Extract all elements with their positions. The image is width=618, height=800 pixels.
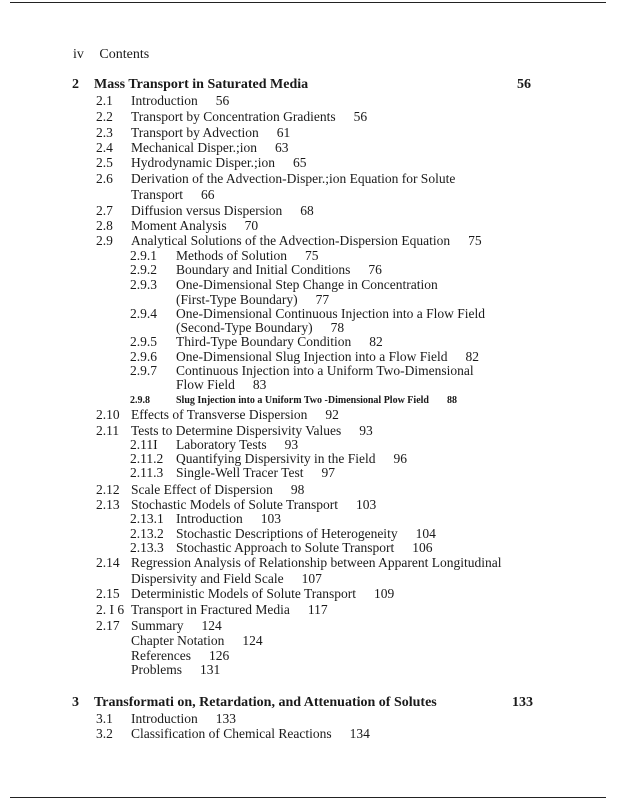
- entry-page: 77: [315, 292, 330, 307]
- entry-page: 103: [260, 511, 281, 526]
- entry-page: 83: [252, 377, 267, 392]
- running-header: [73, 47, 149, 63]
- entry-title: Third-Type Boundary Condition: [176, 334, 352, 349]
- entry-number: 2.12: [96, 482, 120, 497]
- entry-title: Chapter Notation: [131, 633, 225, 648]
- entry-number: 2.7: [96, 203, 113, 218]
- entry-title: Introduction: [131, 93, 198, 108]
- entry-number: 2.9.8: [130, 395, 150, 406]
- entry-number: 2.11: [96, 423, 120, 438]
- entry-title: (First-Type Boundary): [176, 292, 298, 307]
- entry-number: 2.13: [96, 497, 120, 512]
- entry-title: Transport by Advection: [131, 125, 259, 140]
- entry-page: 76: [368, 262, 382, 277]
- entry-page: 109: [374, 586, 395, 601]
- chapter-number: 2: [72, 77, 79, 92]
- chapter-page: 133: [512, 695, 533, 710]
- entry-page: 93: [359, 423, 373, 438]
- entry-page: 93: [284, 437, 299, 452]
- entry-title: One-Dimensional Slug Injection into a Flow Field: [176, 349, 448, 364]
- entry-number: 2.10: [96, 407, 120, 422]
- entry-page: 103: [356, 497, 377, 512]
- entry-title: References: [131, 648, 191, 663]
- entry-title: Hydrodynamic Disper.;ion: [131, 155, 275, 170]
- entry-number: 2.9.7: [130, 363, 157, 378]
- entry-page: 92: [325, 407, 339, 422]
- entry-page: 96: [393, 451, 407, 466]
- chapter-title: Transformati on, Retardation, and Attenuation of Solutes: [94, 695, 437, 710]
- entry-title: Classification of Chemical Reactions: [131, 726, 332, 741]
- entry-number: 2.9.3: [130, 277, 157, 292]
- entry-number: 3.2: [96, 726, 113, 741]
- entry-title: Derivation of the Advection-Disper.;ion Equation for Solute: [131, 171, 456, 186]
- entry-title: Stochastic Approach to Solute Transport: [176, 540, 395, 555]
- entry-page: 75: [468, 233, 482, 248]
- entry-title: Boundary and Initial Conditions: [176, 262, 351, 277]
- entry-title: Continuous Injection into a Uniform Two-Dimensional: [176, 363, 474, 378]
- entry-page: 68: [300, 203, 314, 218]
- entry-page: 88: [446, 395, 457, 406]
- entry-page: 56: [353, 109, 368, 124]
- entry-number: 3.1: [96, 711, 113, 726]
- entry-title: One-Dimensional Step Change in Concentration: [176, 277, 438, 292]
- entry-number: 2.4: [96, 140, 113, 155]
- entry-page: 104: [415, 526, 436, 541]
- entry-title: Stochastic Models of Solute Transport: [131, 497, 339, 512]
- entry-title: Single-Well Tracer Test: [176, 465, 304, 480]
- entry-title: Transport: [131, 187, 184, 202]
- entry-number: 2.11I: [130, 437, 158, 452]
- entry-number: 2.9.5: [130, 334, 157, 349]
- entry-title: Introduction: [176, 511, 243, 526]
- entry-page: 134: [349, 726, 370, 741]
- entry-number: 2.11.3: [130, 465, 164, 480]
- entry-title: Scale Effect of Dispersion: [131, 482, 273, 497]
- entry-page: 124: [242, 633, 263, 648]
- entry-number: 2.3: [96, 125, 113, 140]
- entry-page: 131: [200, 662, 221, 677]
- entry-page: 117: [307, 602, 328, 617]
- entry-title: Diffusion versus Dispersion: [131, 203, 283, 218]
- bottom-rule: [10, 797, 606, 798]
- entry-number: 2.11.2: [130, 451, 164, 466]
- entry-page: 97: [321, 465, 335, 480]
- header-title: Contents: [99, 47, 150, 62]
- entry-number: 2.17: [96, 618, 120, 633]
- entry-number: 2.9.1: [130, 248, 157, 263]
- entry-title: Mechanical Disper.;ion: [131, 140, 257, 155]
- entry-title: Slug Injection into a Uniform Two -Dimensional Plow Field: [176, 395, 429, 406]
- entry-title: Introduction: [131, 711, 198, 726]
- entry-title: Analytical Solutions of the Advection-Dispersion Equation: [131, 233, 451, 248]
- entry-title: Tests to Determine Dispersivity Values: [131, 423, 342, 438]
- entry-title: Dispersivity and Field Scale: [131, 571, 284, 586]
- entry-page: 56: [215, 93, 230, 108]
- entry-page: 61: [276, 125, 291, 140]
- entry-page: 82: [465, 349, 479, 364]
- header-page-number: iv: [73, 47, 84, 62]
- chapter-number: 3: [72, 695, 79, 710]
- entry-number: 2.15: [96, 586, 120, 601]
- entry-number: 2.13.3: [130, 540, 164, 555]
- entry-page: 98: [290, 482, 305, 497]
- entry-page: 65: [292, 155, 307, 170]
- entry-page: 107: [301, 571, 322, 586]
- entry-number: 2.9.6: [130, 349, 157, 364]
- entry-page: 63: [274, 140, 289, 155]
- entry-number: 2.9: [96, 233, 113, 248]
- entry-title: (Second-Type Boundary): [176, 320, 313, 335]
- entry-title: Stochastic Descriptions of Heterogeneity: [176, 526, 398, 541]
- entry-page: 133: [215, 711, 236, 726]
- entry-title: Transport in Fractured Media: [131, 602, 290, 617]
- entry-number: 2.2: [96, 109, 113, 124]
- entry-number: 2.13.2: [130, 526, 164, 541]
- entry-number: 2.9.4: [130, 306, 157, 321]
- entry-number: 2.9.2: [130, 262, 157, 277]
- entry-number: 2.8: [96, 218, 113, 233]
- entry-title: Methods of Solution: [176, 248, 288, 263]
- entry-page: 126: [208, 648, 230, 663]
- entry-title: Flow Field: [176, 377, 235, 392]
- entry-page: 106: [412, 540, 433, 555]
- entry-title: Transport by Concentration Gradients: [131, 109, 336, 124]
- top-rule: [10, 2, 606, 3]
- entry-page: 70: [244, 218, 259, 233]
- entry-title: Deterministic Models of Solute Transport: [131, 586, 356, 601]
- entry-number: 2.14: [96, 555, 120, 570]
- entry-number: 2.13.1: [130, 511, 164, 526]
- entry-page: 82: [369, 334, 383, 349]
- entry-number: 2. I 6: [96, 602, 125, 617]
- entry-title: Quantifying Dispersivity in the Field: [176, 451, 376, 466]
- entry-number: 2.6: [96, 171, 113, 186]
- entry-page: 78: [330, 320, 345, 335]
- entry-title: One-Dimensional Continuous Injection into a Flow Field: [176, 306, 485, 321]
- chapter-title: Mass Transport in Saturated Media: [94, 77, 309, 92]
- entry-title: Summary: [131, 618, 184, 633]
- entry-title: Moment Analysis: [131, 218, 227, 233]
- entry-page: 75: [305, 248, 319, 263]
- entry-title: Laboratory Tests: [176, 437, 267, 452]
- entry-page: 124: [201, 618, 222, 633]
- entry-title: Problems: [131, 662, 183, 677]
- entry-page: 66: [201, 187, 215, 202]
- entry-number: 2.5: [96, 155, 113, 170]
- entry-number: 2.1: [96, 93, 113, 108]
- entry-title: Effects of Transverse Dispersion: [131, 407, 308, 422]
- entry-title: Regression Analysis of Relationship between Apparent Longitudinal: [131, 555, 502, 570]
- chapter-page: 56: [517, 77, 531, 92]
